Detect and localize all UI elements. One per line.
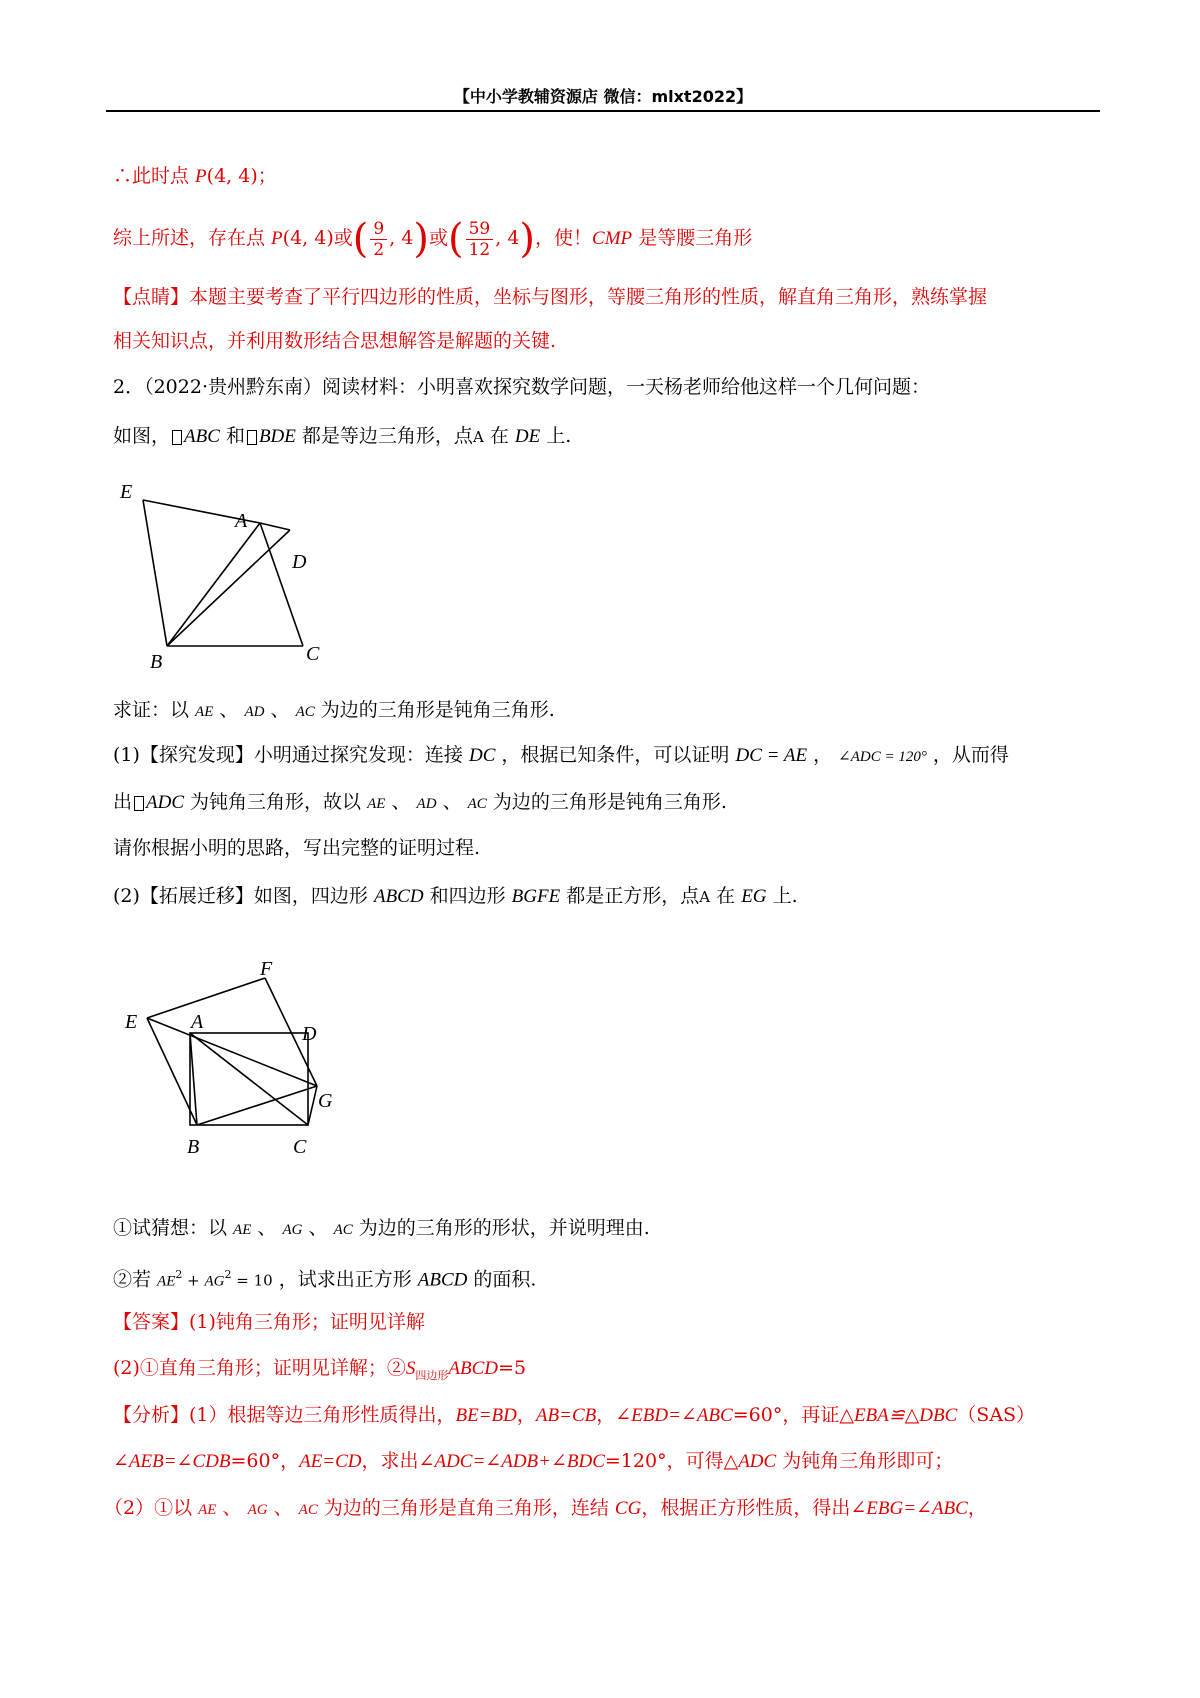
text-span: 为边的三角形是钝角三角形. (314, 699, 555, 721)
text-span: 、 (436, 791, 468, 813)
text-line-2 (113, 208, 752, 269)
text-line-6 (113, 423, 571, 450)
text-span: 、 (216, 1497, 248, 1519)
header-divider (106, 110, 1100, 112)
math-var: DC (468, 745, 496, 766)
text-span: ， (807, 744, 839, 766)
label-G: G (318, 1090, 333, 1112)
frac-den: 12 (468, 239, 491, 260)
label-C: C (306, 643, 320, 665)
analysis-line-2 (113, 1448, 953, 1475)
analysis-line-1 (113, 1402, 1035, 1429)
triangle-symbol-box (134, 796, 144, 811)
text-span: 综上所述，存在点 (113, 227, 272, 249)
math-var: ABCD (448, 1358, 499, 1379)
text-span: ①试猜想：以 (113, 1217, 234, 1239)
math-var: AE (157, 1273, 176, 1290)
text-span: 在 (710, 885, 742, 907)
text-span: 如图， (113, 425, 171, 447)
text-line-10: 请你根据小明的思路，写出完整的证明过程. (113, 837, 481, 859)
math-var: DE (514, 426, 541, 447)
text-span: 为钝角三角形，故以 (184, 791, 368, 813)
math-var: AC (467, 796, 487, 812)
label-B: B (187, 1136, 200, 1158)
math-expr: ∠AEB=∠CDB (113, 1451, 231, 1472)
label-A: A (235, 510, 248, 532)
math-expr: ∠ADC = 120° (838, 749, 927, 765)
edge-EG (147, 1018, 317, 1086)
math-expr: AB=CB (535, 1405, 597, 1426)
math-var: P (195, 166, 207, 187)
text-span: （2）①以 (104, 1497, 199, 1519)
edge-BA (167, 523, 260, 646)
text-span: 为边的三角形的形状，并说明理由. (352, 1217, 650, 1239)
text-span: 、 (251, 1217, 283, 1239)
label-F: F (260, 958, 273, 980)
text-span: 是等腰三角形 (632, 227, 753, 249)
math-coord: (4, 4) (282, 227, 334, 249)
math-expr: △EBA≌△DBC (839, 1405, 958, 1426)
text-line-3: 【点睛】本题主要考查了平行四边形的性质，坐标与图形，等腰三角形的性质，解直角三角形，熟练掌握 (113, 286, 988, 308)
math-var: ADC (146, 792, 185, 813)
subscript: 四边形 (415, 1368, 449, 1382)
text-span: 都是等边三角形，点 (295, 425, 473, 447)
math-expr: ∠EBD=∠ABC (615, 1405, 733, 1426)
text-span: 【分析】(1）根据等边三角形性质得出， (113, 1404, 456, 1426)
fraction-59-12 (466, 219, 494, 260)
text-line-9 (113, 789, 727, 817)
math-var: S (405, 1358, 416, 1379)
edge-EB (143, 500, 167, 646)
text-span: 或 (333, 227, 353, 249)
math-expr: BE=BD (455, 1405, 517, 1426)
label-B: B (150, 651, 163, 668)
math-var: CMP (592, 228, 633, 249)
fraction-9-2 (370, 219, 387, 260)
text-span: 、 (267, 1497, 299, 1519)
math-var: BGFE (511, 886, 561, 907)
text-span: 都是正方形，点 (560, 885, 700, 907)
label-E: E (125, 1011, 138, 1033)
paren-close: ) (413, 216, 429, 262)
text-span: 在 (483, 425, 515, 447)
problem-2-intro: 2．（2022·贵州黔东南）阅读材料：小明喜欢探究数学问题，一天杨老师给他这样一个几何问题： (113, 376, 930, 398)
edge-AD (260, 523, 290, 530)
text-span: 求证：以 (113, 699, 196, 721)
text-span: 上. (766, 885, 798, 907)
math-var: EG (741, 886, 767, 907)
answer-line-1: 【答案】(1)钝角三角形；证明见详解 (113, 1311, 425, 1333)
text-span: (2)【拓展迁移】如图，四边形 (113, 885, 374, 907)
text-line-11 (113, 883, 798, 910)
text-span: （SAS） (957, 1404, 1036, 1426)
edge-EF (147, 978, 265, 1018)
label-D: D (292, 551, 307, 573)
diagonal-AC (190, 1033, 308, 1125)
text-span: 出 (113, 791, 133, 813)
math-var: AC (333, 1222, 353, 1238)
math-expr: △ADC (723, 1451, 777, 1472)
text-span: =60°，再证 (732, 1404, 840, 1426)
text-span: (2)①直角三角形；证明见详解；② (113, 1357, 406, 1379)
text-span: ， (596, 1404, 616, 1426)
superscript: 2 (175, 1268, 183, 1281)
edge-AC (260, 523, 303, 646)
triangle-symbol-box (172, 430, 182, 445)
math-var: A (699, 888, 711, 906)
math-text: + (182, 1271, 205, 1290)
text-span: 、 (302, 1217, 334, 1239)
text-span: (1)【探究发现】小明通过探究发现：连接 (113, 744, 469, 766)
math-var: AC (298, 1502, 318, 1518)
text-span: ②若 (113, 1268, 158, 1291)
text-span: 的面积. (467, 1268, 537, 1291)
text-line-13 (113, 1262, 536, 1294)
text-span: ，试求出正方形 (272, 1268, 418, 1291)
math-var: AG (247, 1502, 268, 1518)
page-header: 【中小学教辅资源店 微信：mlxt2022】 (453, 87, 753, 106)
label-E: E (120, 481, 133, 503)
math-coord: (4, 4)； (206, 165, 277, 187)
math-var: CG (614, 1498, 642, 1519)
answer-line-2 (113, 1355, 526, 1389)
triangle-symbol-box (247, 430, 257, 445)
text-span: ，根据已知条件，可以证明 (495, 744, 736, 766)
text-line-4: 相关知识点，并利用数形结合思想解答是解题的关键. (113, 330, 557, 352)
text-span: ∴此时点 (113, 165, 196, 187)
text-span: =120°，可得 (604, 1450, 724, 1472)
edge-CG (308, 1086, 317, 1125)
math-var: AE (233, 1222, 252, 1238)
text-span: 上. (540, 425, 572, 447)
math-var: AD (416, 796, 437, 812)
text-span: 为边的三角形是直角三角形，连结 (317, 1497, 615, 1519)
text-span: 为边的三角形是钝角三角形. (486, 791, 727, 813)
text-line-12 (113, 1215, 650, 1243)
label-A: A (191, 1011, 204, 1033)
text-span: ，求出 (361, 1450, 419, 1472)
paren-open: ( (448, 216, 464, 262)
text-span: 为钝角三角形即可； (776, 1450, 954, 1472)
paren-open: ( (352, 216, 369, 262)
superscript: 2 (224, 1268, 232, 1281)
edge-BD (167, 530, 290, 646)
frac-den: 2 (373, 239, 385, 260)
text-line-8 (113, 742, 1009, 770)
frac-num: 59 (466, 219, 494, 240)
math-text: , 4 (495, 227, 520, 249)
math-text: , 4 (389, 227, 414, 249)
math-var: AG (282, 1222, 303, 1238)
math-var: AC (295, 704, 315, 720)
math-text: =5 (498, 1357, 527, 1379)
math-expr: ∠EBG=∠ABC (850, 1498, 968, 1519)
text-span: ，使！ (535, 227, 593, 249)
math-var: ABC (184, 426, 220, 447)
text-span: ， (967, 1497, 987, 1519)
analysis-line-3 (104, 1495, 987, 1523)
math-var: AD (244, 704, 265, 720)
math-var: P (271, 228, 283, 249)
math-var: ABCD (417, 1269, 468, 1291)
frac-num: 9 (370, 219, 387, 240)
text-span: 、 (264, 699, 296, 721)
text-span: =60°， (230, 1450, 300, 1472)
math-expr: AE=CD (299, 1451, 362, 1472)
math-var: AE (367, 796, 386, 812)
math-var: ABCD (373, 886, 424, 907)
figure-1-triangles (110, 478, 340, 668)
text-span: 、 (385, 791, 417, 813)
text-span: ，从而得 (926, 744, 1009, 766)
text-span: ， (516, 1404, 536, 1426)
math-var: AE (195, 704, 214, 720)
text-span: 和 (219, 425, 245, 447)
math-expr: DC = AE (735, 745, 808, 766)
text-span: 和四边形 (423, 885, 512, 907)
math-var: A (472, 428, 484, 446)
edge-BG (197, 1086, 317, 1125)
math-text: = 10 (231, 1271, 273, 1290)
math-var: BDE (258, 426, 296, 447)
text-line-7 (113, 697, 555, 725)
paren-close: ) (519, 216, 536, 262)
figure-2-squares (115, 940, 355, 1175)
text-span: ，根据正方形性质，得出 (641, 1497, 851, 1519)
label-D: D (302, 1023, 317, 1045)
math-var: AG (204, 1273, 225, 1290)
text-span: 、 (213, 699, 245, 721)
math-expr: ∠ADC=∠ADB+∠BDC (418, 1451, 605, 1472)
math-var: AE (198, 1502, 217, 1518)
text-line-1 (113, 163, 277, 190)
text-span: 或 (428, 227, 448, 249)
label-C: C (293, 1136, 307, 1158)
